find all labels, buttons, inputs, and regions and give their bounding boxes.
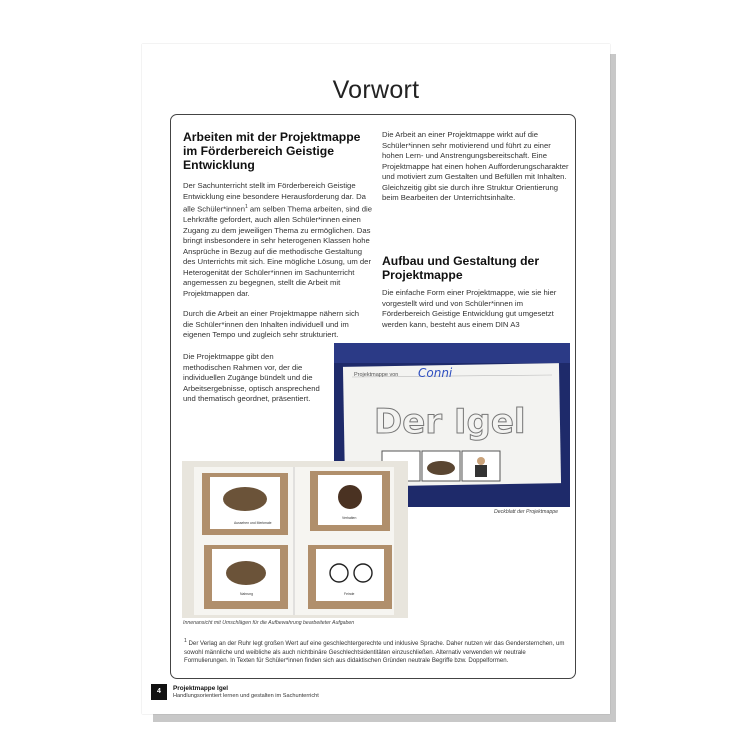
card-label-2: Verhalten	[342, 516, 357, 520]
footer-subtitle: Handlungsorientiert lernen und gestalten im Sachunterricht	[173, 693, 319, 699]
footnote-text: Der Verlag an der Ruhr legt großen Wert auf eine geschlechtergerechte und inklusive Sprache. Daher nutzen wir das Gendersternchen, um sowohl männliche und weibliche als auch nichtbinäre Geschlechtsidentitäten einzuschließen. Alternativ verwenden wir neutrale Formulierungen. In Texten für Schüler*innen finden sich aus didaktischen Gründen neutrale Begriffe bzw. Doppelformen.	[184, 640, 565, 665]
footnote	[184, 637, 568, 666]
cover-label: Projektmappe von	[354, 372, 399, 378]
page-title: Vorwort	[332, 76, 420, 104]
left-column	[183, 130, 373, 299]
para1-text-b: am selben Thema arbeiten, sind die Lehrkräfte gefordert, auch allen Schüler*innen einen Zugang zu dem jeweiligen Thema zu ermöglichen. Das bringt insbesondere in sehr heterogenen Klassen hohe Ansprüche in Bezug auf die methodische Gestaltung des Unterrichts mit sich. Eine mögliche Lösung, um der Heterogenität der Schüler*innen im Sachunterricht angemessen zu begegnen, stellt die Arbeit mit Projektmappen dar.	[183, 204, 372, 298]
cover-handwritten-name: Conni	[418, 366, 453, 380]
right-column	[382, 130, 570, 204]
section1-paragraph-2: Durch die Arbeit an einer Projektmappe nähern sich die Schüler*innen den Inhalten individuell und im eigenen Tempo und zugleich sehr strukturiert.	[183, 309, 360, 339]
card-label-1: Aussehen und Merkmale	[234, 521, 272, 525]
section1-paragraph-3: Die Projektmappe gibt den methodischen Rahmen vor, der die individuellen Zugänge bündelt und die Arbeitsergebnisse, optisch ansprechend und thematisch geordnet, präsentiert.	[183, 352, 320, 403]
para1-text-a: Der Sachunterricht stellt im Förderbereich Geistige Entwicklung eine besondere Herausforderung dar. Da alle Schüler*innen	[183, 181, 366, 214]
card-label-4: Feinde	[344, 592, 355, 596]
section1-paragraph-1	[183, 181, 373, 299]
footer-book-title: Projektmappe Igel	[173, 685, 229, 692]
page-number: 4	[151, 684, 167, 700]
footnote-ref: 1	[244, 204, 248, 210]
right-paragraph-2: Die einfache Form einer Projektmappe, wie sie hier vorgestellt wird und von Schüler*innen im Förderbereich Geistige Entwicklung gut umgesetzt werden kann, besteht aus einem DIN A3	[382, 288, 557, 329]
footnote-marker: 1	[184, 638, 187, 644]
folder-caption: Innenansicht mit Umschlägen für die Aufbewahrung bearbeiteter Aufgaben	[183, 620, 355, 626]
section-heading-2: Aufbau und Gestaltung der Projektmappe	[382, 254, 540, 282]
folder-photo	[182, 461, 408, 618]
right-paragraph-1: Die Arbeit an einer Projektmappe wirkt auf die Schüler*innen sehr motivierend und führt zu einer hohen Lern- und Anstrengungsbereitschaft. Eine Projektmappe hat einen hohen Aufforderungscharakter und motiviert zum Gestalten und Befüllen mit Inhalten. Gleichzeitig gibt sie durch ihre Struktur Orientierung beim Bearbeiten der Unterrichtsinhalte.	[382, 130, 569, 202]
document-page	[142, 44, 610, 714]
section-heading-1: Arbeiten mit der Projektmappe im Förderbereich Geistige Entwicklung	[183, 130, 361, 172]
cover-caption: Deckblatt der Projektmappe	[494, 509, 559, 515]
folder-photo-graphic	[182, 461, 408, 618]
cover-big-title: Der Igel	[374, 402, 526, 442]
card-label-3: Nahrung	[240, 592, 254, 596]
